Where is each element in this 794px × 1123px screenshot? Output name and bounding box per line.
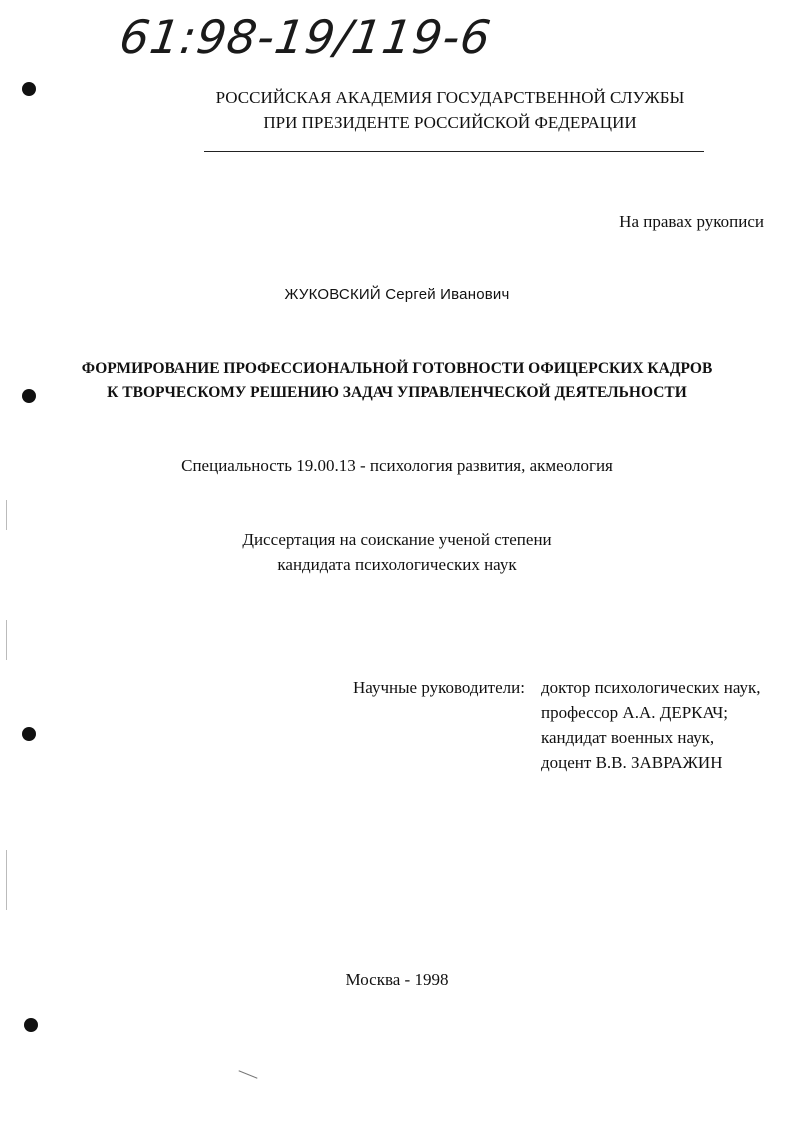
punch-hole-4 <box>24 1018 38 1032</box>
punch-hole-1 <box>22 82 36 96</box>
scan-edge-mark <box>6 500 7 530</box>
scan-edge-mark <box>6 620 7 660</box>
punch-hole-3 <box>22 727 36 741</box>
supervisor-line: доцент В.В. ЗАВРАЖИН <box>541 753 723 772</box>
title-line-1: ФОРМИРОВАНИЕ ПРОФЕССИОНАЛЬНОЙ ГОТОВНОСТИ ОФИЦЕРСКИХ КАДРОВ <box>81 360 713 377</box>
dissertation-line-2: кандидата психологических наук <box>277 555 517 574</box>
supervisor-line: кандидат военных наук, <box>541 728 715 747</box>
organization-line-1: РОССИЙСКАЯ АКАДЕМИЯ ГОСУДАРСТВЕННОЙ СЛУЖБЫ <box>215 88 685 107</box>
manuscript-note: На правах рукописи <box>619 212 764 231</box>
supervisor-line: доктор психологических наук, <box>541 678 761 697</box>
title-line-2: К ТВОРЧЕСКОМУ РЕШЕНИЮ ЗАДАЧ УПРАВЛЕНЧЕСКОЙ ДЕЯТЕЛЬНОСТИ <box>107 384 687 401</box>
author-name: ЖУКОВСКИЙ Сергей Иванович <box>284 286 510 303</box>
specialty: Специальность 19.00.13 - психология развития, акмеология <box>181 456 613 475</box>
dissertation-line-1: Диссертация на соискание ученой степени <box>242 530 552 549</box>
scan-stray-mark <box>239 1070 258 1078</box>
scan-edge-mark <box>6 850 7 910</box>
header-divider <box>204 151 704 152</box>
supervisors-label: Научные руководители: <box>353 678 525 697</box>
organization-line-2: ПРИ ПРЕЗИДЕНТЕ РОССИЙСКОЙ ФЕДЕРАЦИИ <box>263 113 637 132</box>
place-year: Москва - 1998 <box>345 970 449 989</box>
supervisor-line: профессор А.А. ДЕРКАЧ; <box>541 703 728 722</box>
handwritten-catalog-code: 61:98-19/119-6 <box>116 10 495 64</box>
